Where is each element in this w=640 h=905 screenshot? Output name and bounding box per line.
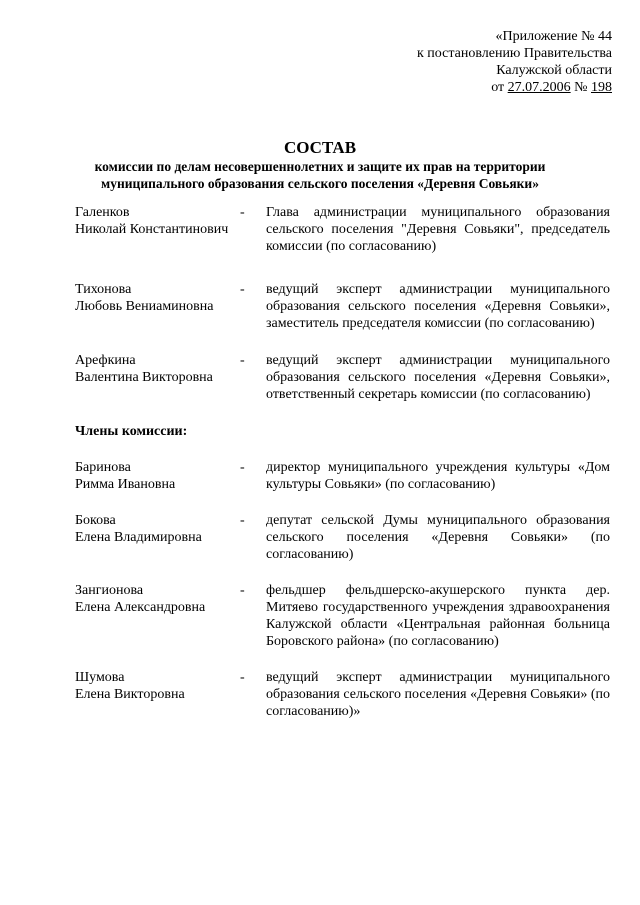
surname: Баринова [75,460,131,475]
given-names: Римма Ивановна [75,477,176,492]
person-role: ведущий эксперт администрации муниципального образования сельского поселения «Деревня Совьяки», ответственный секретарь комиссии (по согласованию) [266,353,610,402]
roster-row-member [75,459,610,493]
given-names: Николай Константинович [75,222,229,237]
dash-separator: - [240,205,245,220]
surname: Тихонова [75,282,132,297]
person-name [75,459,240,493]
surname: Шумова [75,670,125,685]
person-name [75,582,240,616]
person-role: Глава администрации муниципального образования сельского поселения "Деревня Совьяки", председатель комиссии (по согласованию) [266,205,610,254]
given-names: Валентина Викторовна [75,370,213,385]
roster-row-chair [75,204,610,255]
person-name [75,512,240,546]
document-title: СОСТАВ [283,138,357,157]
person-name [75,204,240,238]
person-role: фельдшер фельдшерско-акушерского пункта дер. Митяево государственного учреждения здравоохранения Калужской области «Центральная районная больница Боровского района» (по согласованию) [266,583,610,649]
appendix-doc-number: 198 [591,80,612,95]
surname: Бокова [75,513,116,528]
number-prefix: № [570,80,591,95]
dash-separator: - [240,670,245,685]
dash-separator: - [240,513,245,528]
person-role: ведущий эксперт администрации муниципального образования сельского поселения «Деревня Совьяки», заместитель председателя комиссии (по согласованию) [266,282,610,331]
surname: Зангионова [75,583,144,598]
roster-row-member [75,582,610,650]
surname: Арефкина [75,353,136,368]
appendix-region: Калужской области [496,63,612,78]
commission-roster [75,204,610,720]
roster-row-secretary [75,352,610,403]
person-role: ведущий эксперт администрации муниципального образования сельского поселения «Деревня Совьяки» (по согласованию)» [266,670,610,719]
appendix-date-line [417,79,612,96]
person-role: директор муниципального учреждения культуры «Дом культуры Совьяки» (по согласованию) [266,460,610,492]
dash-separator: - [240,460,245,475]
roster-row-member [75,669,610,720]
appendix-reference [417,28,612,96]
document-subtitle-2: муниципального образования сельского поселения «Деревня Совьяки» [101,176,539,191]
person-name [75,281,240,315]
dash-separator: - [240,353,245,368]
person-role: депутат сельской Думы муниципального образования сельского поселения «Деревня Совьяки» (по согласованию) [266,513,610,562]
title-block [0,137,640,192]
dash-separator: - [240,282,245,297]
given-names: Елена Владимировна [75,530,202,545]
document-subtitle-1: комиссии по делам несовершеннолетних и защите их прав на территории [94,159,546,174]
appendix-date: 27.07.2006 [507,80,571,95]
dash-separator: - [240,583,245,598]
given-names: Любовь Вениаминовна [75,299,214,314]
date-prefix: от [491,80,508,95]
roster-row-deputy-chair [75,281,610,332]
person-name [75,669,240,703]
appendix-resolution: к постановлению Правительства [416,46,612,61]
members-heading: Члены комиссии: [75,424,188,439]
given-names: Елена Александровна [75,600,206,615]
roster-row-member [75,512,610,563]
appendix-number: «Приложение № 44 [495,29,612,44]
surname: Галенков [75,205,130,220]
person-name [75,352,240,386]
given-names: Елена Викторовна [75,687,185,702]
